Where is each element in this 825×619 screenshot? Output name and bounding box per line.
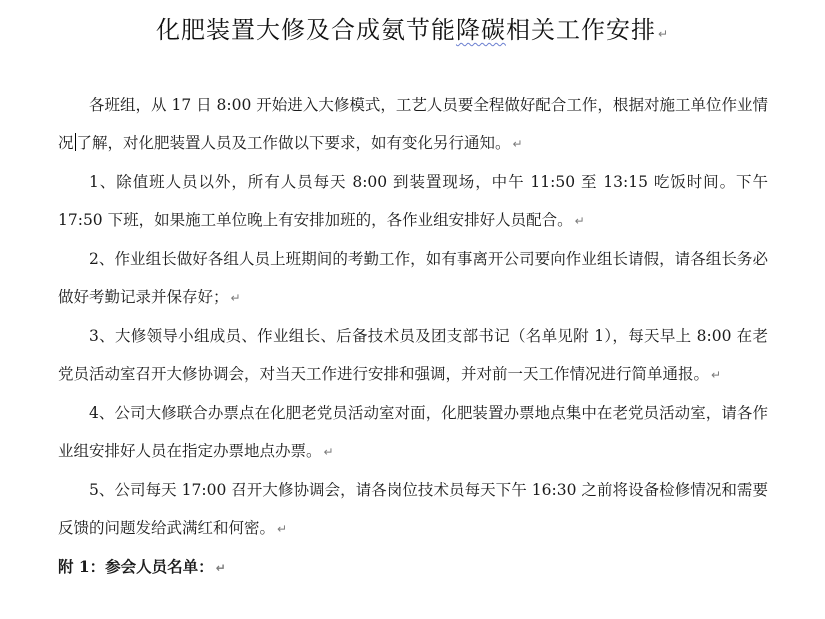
appendix-text: 附 1：参会人员名单：: [58, 557, 214, 576]
intro-paragraph[interactable]: [58, 86, 768, 163]
item-paragraph-5[interactable]: [58, 471, 768, 548]
paragraph-mark-icon: ↵: [277, 522, 288, 536]
paragraph-mark-icon: ↵: [215, 561, 226, 575]
item-paragraph-4[interactable]: [58, 394, 768, 471]
appendix-heading[interactable]: [58, 548, 768, 587]
document-title: [0, 10, 825, 45]
paragraph-mark-icon: ↵: [657, 27, 670, 41]
paragraph-mark-icon: ↵: [230, 291, 241, 305]
item-paragraph-2[interactable]: [58, 240, 768, 317]
intro-text-after-cursor: 了解，对化肥装置人员及工作做以下要求，如有变化另行通知。: [76, 134, 511, 152]
text-cursor: [75, 133, 76, 151]
item-text-3: 3、大修领导小组成员、作业组长、后备技术员及团支部书记（名单见附 1），每天早上 8:00 在老党员活动室召开大修协调会，对当天工作进行安排和强调，并对前一天工作情况进行简单通报。: [58, 327, 768, 383]
item-text-5: 5、公司每天 17:00 召开大修协调会，请各岗位技术员每天下午 16:30 之前将设备检修情况和需要反馈的问题发给武满红和何密。: [58, 481, 768, 537]
item-paragraph-3[interactable]: [58, 317, 768, 394]
title-spellcheck-word: 降碳: [455, 16, 506, 44]
intro-text-before-cursor: 各班组，从 17 日 8:00 开始进入大修模式，工艺人员要全程做好配合工作，根据对施工单位作业情况: [58, 96, 768, 152]
item-text-2: 2、作业组长做好各组人员上班期间的考勤工作，如有事离开公司要向作业组长请假，请各组长务必做好考勤记录并保存好；: [58, 250, 768, 306]
title-main: 化肥装置大修及合成氨节能: [155, 16, 456, 44]
item-paragraph-1[interactable]: [58, 163, 768, 240]
paragraph-mark-icon: ↵: [711, 368, 722, 382]
document-body[interactable]: [58, 86, 768, 587]
item-text-1: 1、除值班人员以外，所有人员每天 8:00 到装置现场，中午 11:50 至 13:15 吃饭时间。下午 17:50 下班，如果施工单位晚上有安排加班的，各作业组安排好人员配合。: [58, 173, 768, 229]
paragraph-mark-icon: ↵: [512, 137, 523, 151]
paragraph-mark-icon: ↵: [574, 214, 585, 228]
title-rest: 相关工作安排: [505, 16, 656, 44]
item-text-4: 4、公司大修联合办票点在化肥老党员活动室对面，化肥装置办票地点集中在老党员活动室，请各作业组安排好人员在指定办票地点办票。: [58, 404, 768, 460]
paragraph-mark-icon: ↵: [323, 445, 334, 459]
